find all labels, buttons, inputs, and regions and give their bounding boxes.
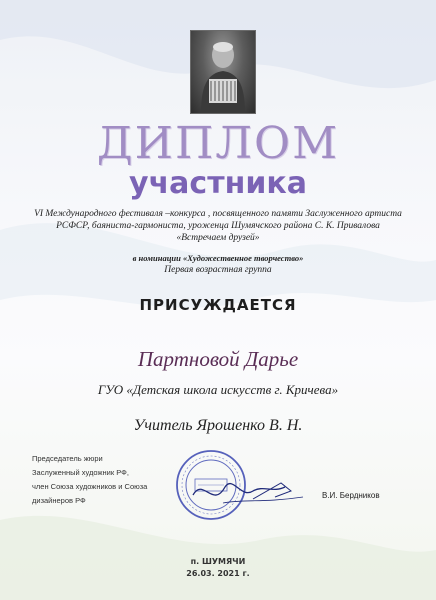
jury-line-1: Председатель жюри bbox=[32, 454, 103, 463]
nomination-text: в номинации «Художественное творчество» bbox=[132, 253, 304, 263]
jury-line-4: дизайнеров РФ bbox=[32, 496, 86, 505]
award-label: ПРИСУЖДАЕТСЯ bbox=[139, 296, 297, 314]
festival-line-1: VI Международного фестиваля –конкурса , посвященного памяти Заслуженного артиста bbox=[34, 209, 402, 219]
portrait-accordionist-icon bbox=[191, 31, 255, 113]
place-text: п. ШУМЯЧИ bbox=[190, 557, 246, 566]
school-name: ГУО «Детская школа искусств г. Кричева» bbox=[97, 382, 339, 397]
jury-signer-name: В.И. Бердников bbox=[322, 491, 380, 500]
jury-block bbox=[32, 452, 182, 508]
jury-line-3: член Союза художников и Союза bbox=[32, 482, 148, 491]
jury-line-2: Заслуженный художник РФ, bbox=[32, 468, 129, 477]
age-group-text: Первая возрастная группа bbox=[164, 265, 272, 275]
portrait-photo bbox=[190, 30, 256, 114]
diploma-subtitle: участника bbox=[129, 166, 307, 201]
date-text: 26.03. 2021 г. bbox=[186, 569, 250, 578]
diploma-title: ДИПЛОМ bbox=[96, 118, 340, 169]
teacher-name: Учитель Ярошенко В. Н. bbox=[133, 417, 303, 434]
recipient-name: Партновой Дарье bbox=[137, 347, 299, 371]
festival-line-3: «Встречаем друзей» bbox=[176, 233, 260, 243]
festival-line-2: РСФСР, баяниста-гармониста, уроженца Шумячского района С. К. Привалова bbox=[56, 221, 380, 231]
round-stamp-icon bbox=[163, 447, 323, 525]
signature-icon bbox=[193, 483, 303, 503]
